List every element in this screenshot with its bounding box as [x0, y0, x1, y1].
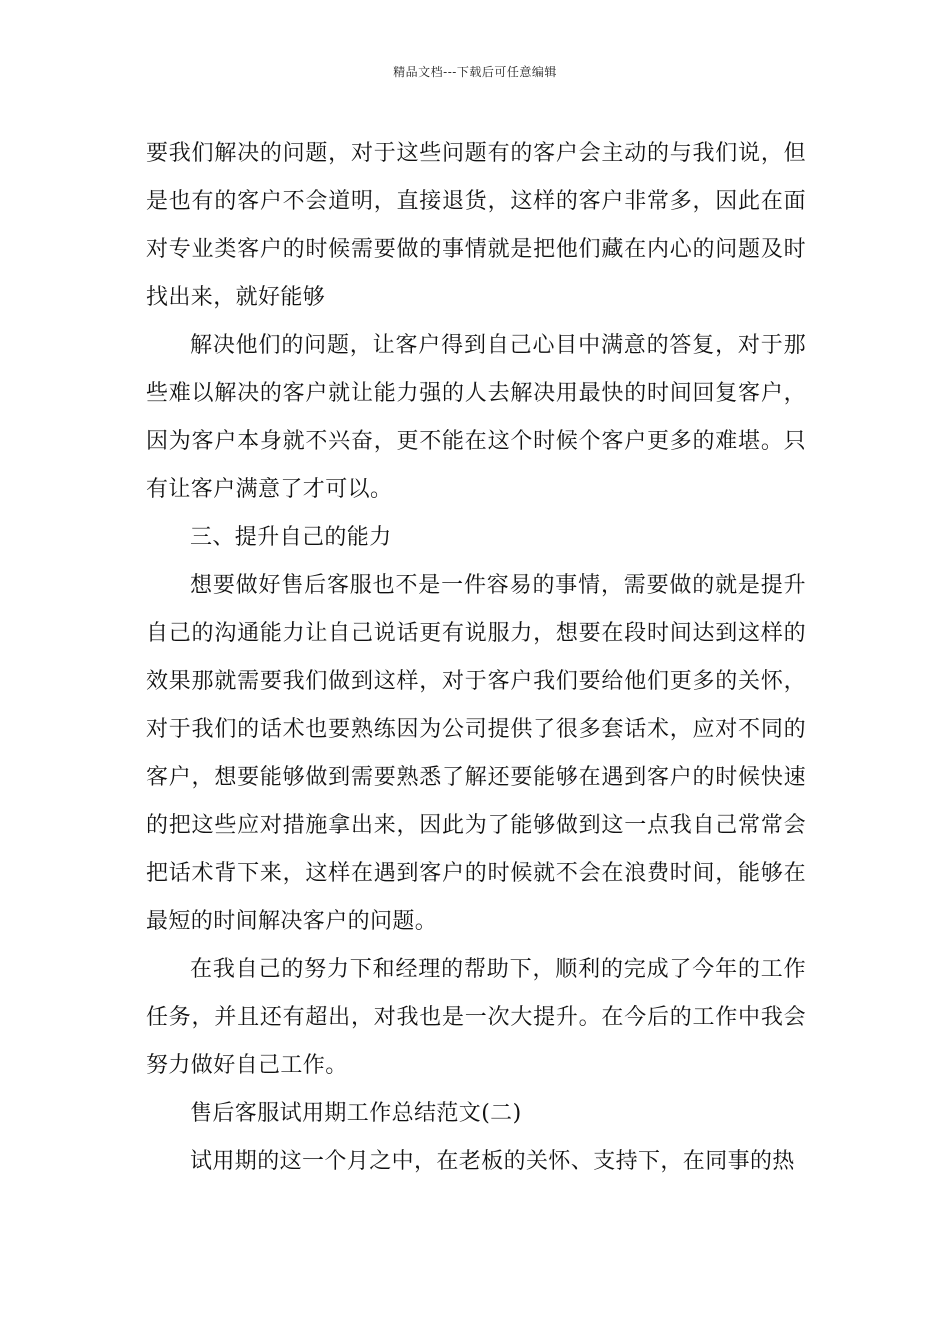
section-heading-sample-two: 售后客服试用期工作总结范文(二): [190, 1101, 522, 1126]
paragraph-continuation: 要我们解决的问题，对于这些问题有的客户会主动的与我们说，但是也有的客户不会道明，直接退货，这样的客户非常多，因此在面对专业类客户的时候需要做的事情就是把他们藏在内心的问题及时找出来，就好能够: [146, 141, 806, 310]
paragraph-achievement: 在我自己的努力下和经理的帮助下，顺利的完成了今年的工作任务，并且还有超出，对我也是一次大提升。在今后的工作中我会努力做好自己工作。: [146, 957, 806, 1078]
section-heading-improve-ability: 三、提升自己的能力: [190, 525, 392, 550]
paragraph-communication-skills: 想要做好售后客服也不是一件容易的事情，需要做的就是提升自己的沟通能力让自己说话更有说服力，想要在段时间达到这样的效果那就需要我们做到这样，对于客户我们要给他们更多的关怀，对于我们的话术也要熟练因为公司提供了很多套话术，应对不同的客户，想要能够做到需要熟悉了解还要能够在遇到客户的时候快速的把这些应对措施拿出来，因此为了能够做到这一点我自己常常会把话术背下来，这样在遇到客户的时候就不会在浪费时间，能够在最短的时间解决客户的问题。: [146, 573, 806, 934]
document-body: [146, 130, 806, 1186]
page-header: 精品文档---下载后可任意编辑: [393, 65, 557, 79]
paragraph-probation-intro: 试用期的这一个月之中，在老板的关怀、支持下，在同事的热: [190, 1149, 795, 1174]
paragraph-resolve-problems: 解决他们的问题，让客户得到自己心目中满意的答复，对于那些难以解决的客户就让能力强的人去解决用最快的时间回复客户，因为客户本身就不兴奋，更不能在这个时候个客户更多的难堪。只有让客户满意了才可以。: [146, 333, 806, 502]
